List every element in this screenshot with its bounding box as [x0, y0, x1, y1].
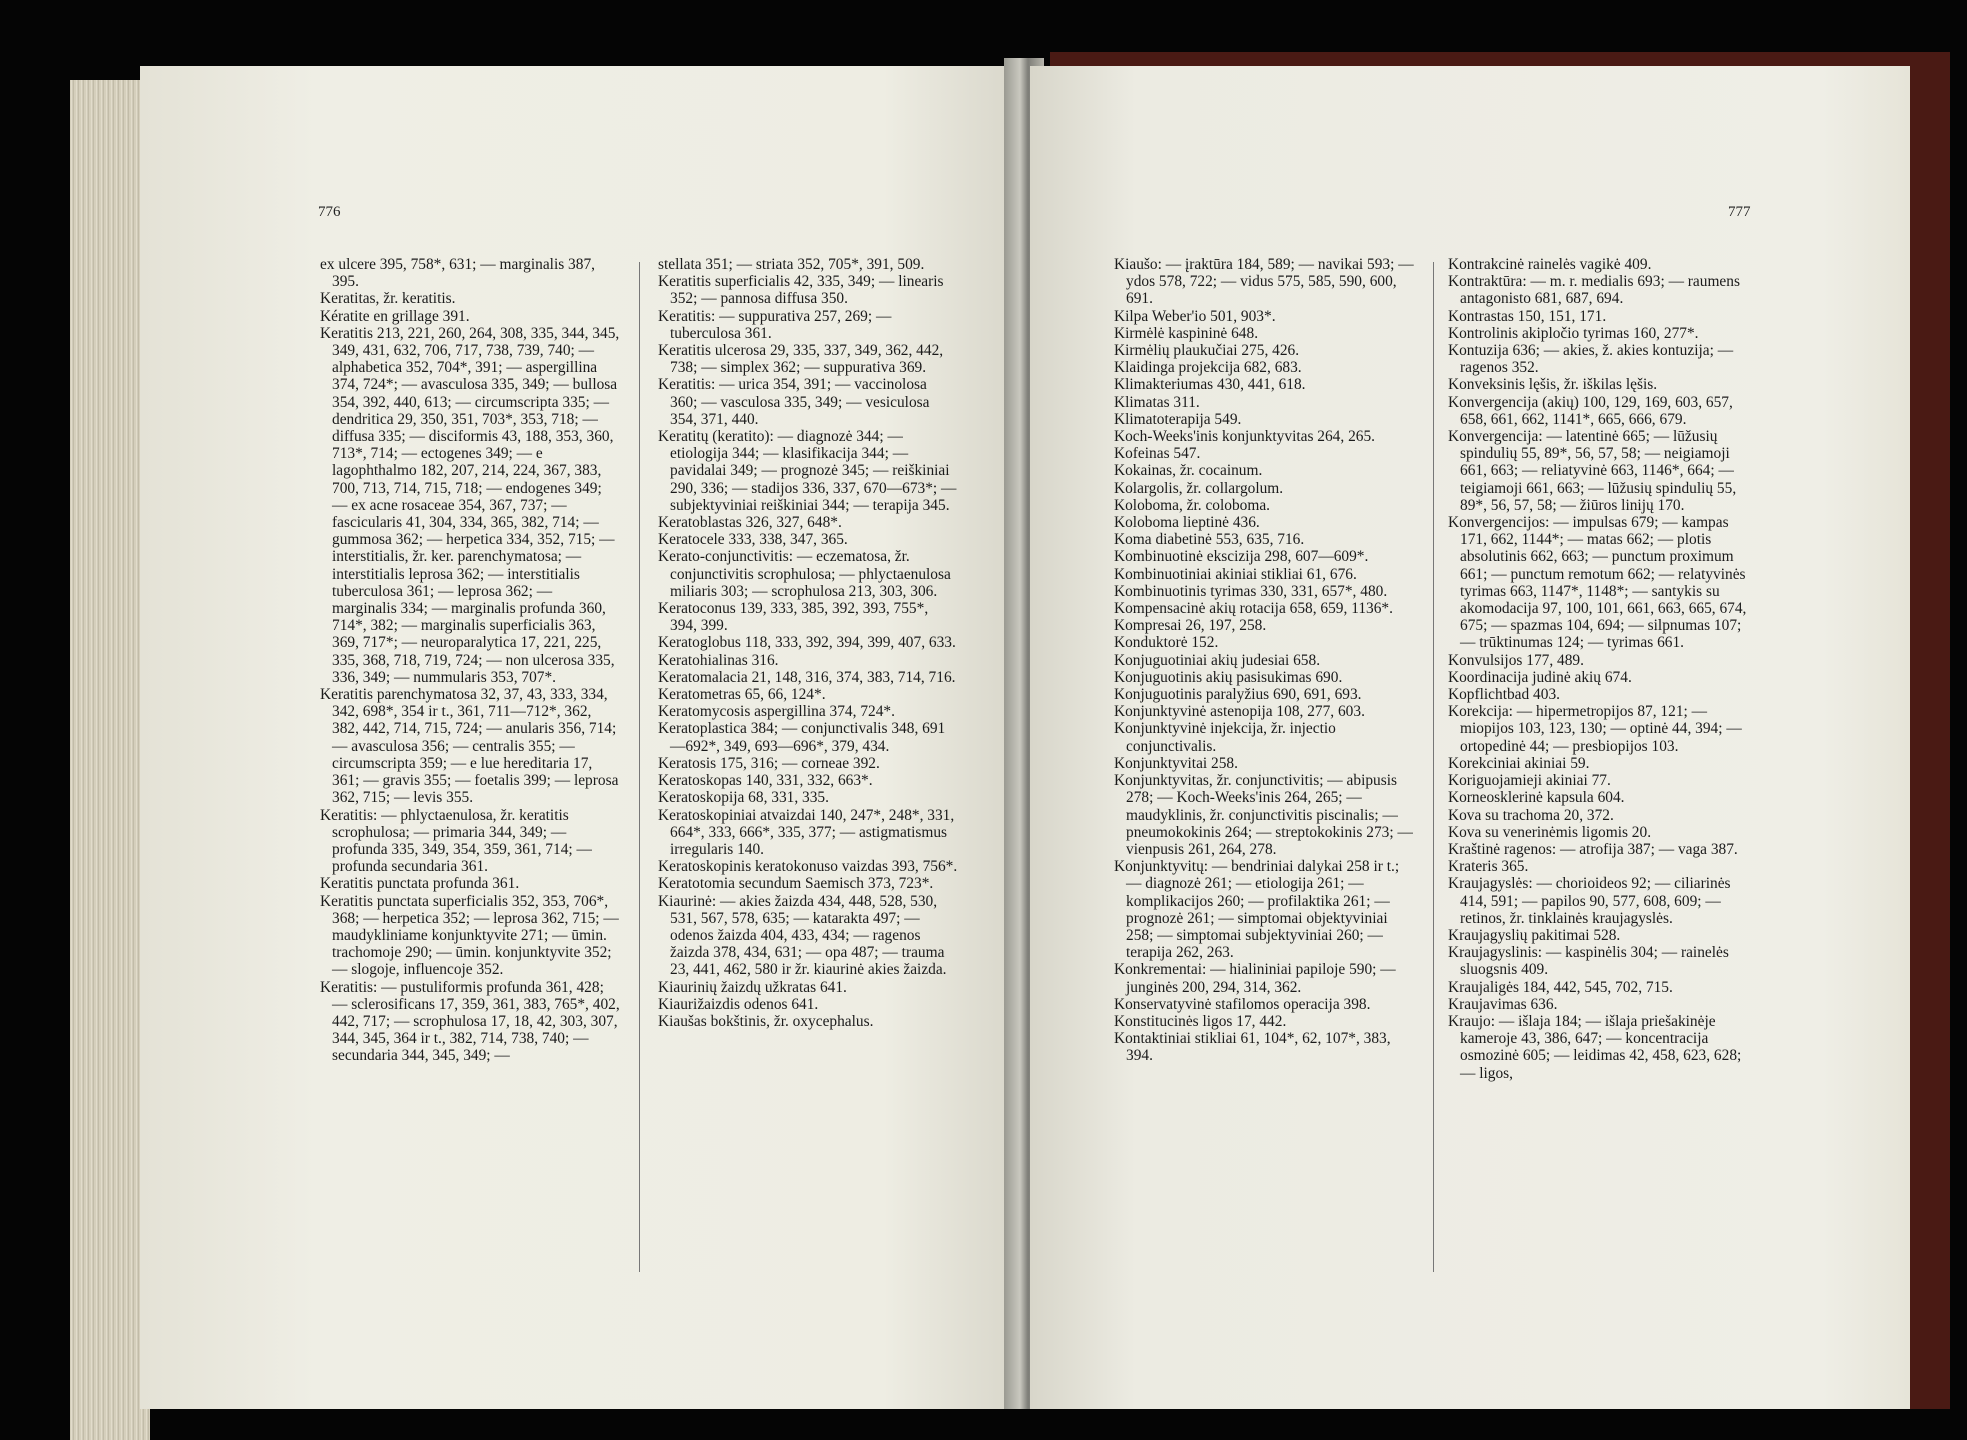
index-entry: Klimatas 311. [1114, 393, 1200, 411]
index-entry: Koriguojamieji akiniai 77. [1448, 772, 1611, 790]
index-entry: Kraujo: — išlaja 184; — išlaja priešakinėje kameroje 43, 386, 647; — koncentracija osmozinė 605; — leidimas 42, 458, 623, 628; — ligos, [1448, 1012, 1742, 1082]
right-page [1030, 66, 1910, 1409]
index-entry: Keratoblastas 326, 327, 648*. [658, 514, 842, 532]
index-entry: Kraujagyslių pakitimai 528. [1448, 926, 1621, 944]
index-entry: Korekcija: — hipermetropijos 87, 121; — miopijos 103, 123, 130; — optinė 44, 394; — ortopedinė 44; — presbiopijos 103. [1448, 703, 1742, 755]
index-entry: Koch-Weeks'inis konjunktyvitas 264, 265. [1114, 428, 1376, 446]
index-entry: Keratitis: — pustuliformis profunda 361, 428; — sclerosificans 17, 359, 361, 383, 765*, 402, 442, 717; — scrophulosa 17, 18, 42, 303, 307, 344, 345, 364 ir t., 382, 714, 738, 740; — secundaria 344, 345, 349; — [320, 978, 620, 1065]
index-entry: Keratometras 65, 66, 124*. [658, 686, 826, 704]
index-entry: Kraujaligės 184, 442, 545, 702, 715. [1448, 978, 1673, 996]
index-entry: Kova su venerinėmis ligomis 20. [1448, 823, 1652, 841]
index-entry: Klimakteriumas 430, 441, 618. [1114, 376, 1306, 394]
index-entry: Koma diabetinė 553, 635, 716. [1114, 531, 1305, 549]
index-entry: Keratohialinas 316. [658, 651, 779, 669]
index-entry: Kraujagyslės: — chorioideos 92; — ciliarinės 414, 591; — papilos 90, 577, 608, 609; — retinos, žr. tinklainės kraujagyslės. [1448, 875, 1731, 927]
index-entry: Keratitas, žr. keratitis. [320, 290, 456, 308]
index-entry: Kopflichtbad 403. [1448, 686, 1560, 704]
index-entry: Konjunktyvitai 258. [1114, 754, 1238, 772]
left-page-number: 776 [318, 204, 341, 220]
index-entry: Koordinacija judinė akių 674. [1448, 668, 1632, 686]
index-entry: stellata 351; — striata 352, 705*, 391, 509. [658, 256, 925, 273]
index-entry: Kilpa Weber'io 501, 903*. [1114, 307, 1276, 325]
index-entry: Kofeinas 547. [1114, 445, 1201, 463]
index-entry: Konduktorė 152. [1114, 634, 1219, 652]
index-entry: Konvergencija (akių) 100, 129, 169, 603, 657, 658, 661, 662, 1141*, 665, 666, 679. [1448, 393, 1733, 428]
index-entry: Kontrolinis akipločio tyrimas 160, 277*. [1448, 324, 1699, 342]
left-column-1 [320, 256, 620, 1065]
index-entry: Konjunktyvitų: — bendriniai dalykai 258 ir t.; — diagnozė 261; — etiologija 261; — komplikacijos 260; — profilaktika 261; — prognozė 261; — simptomai objektyviniai 258; — simptomai subjektyviniai 260; — terapija 262, 263. [1114, 858, 1400, 962]
index-entry: Keratosis 175, 316; — corneae 392. [658, 754, 880, 772]
index-entry: Konvergencija: — latentinė 665; — lūžusių spindulių 55, 89*, 56, 57, 58; — neigiamoji 661, 663; — reliatyvinė 663, 1146*, 664; — teigiamoji 661, 663; — lūžusių spindulių 55, 89*, 56, 57, 58; — žiūros linijų 170. [1448, 428, 1737, 514]
page-stack-edge [70, 80, 150, 1440]
index-entry: Kova su trachoma 20, 372. [1448, 806, 1614, 824]
index-entry: Konjuguotinis akių pasisukimas 690. [1114, 668, 1343, 686]
index-entry: Kompensacinė akių rotacija 658, 659, 1136*. [1114, 600, 1393, 618]
index-entry: Krateris 365. [1448, 858, 1529, 876]
index-entry: Kiaurižaizdis odenos 641. [658, 995, 819, 1013]
index-entry: Keratoplastica 384; — conjunctivalis 348, 691—692*, 349, 693—696*, 379, 434. [658, 720, 946, 755]
index-entry: Kraštinė ragenos: — atrofija 387; — vaga 387. [1448, 840, 1738, 858]
index-entry: Keratitis 213, 221, 260, 264, 308, 335, 344, 345, 349, 431, 632, 706, 717, 738, 739, 740; — alphabetica 352, 704*, 391; — aspergillina 374, 724*; — avasculosa 335, 349; — bullosa 354, 392, 440, 613; — circumscripta 335; — dendritica 29, 350, 351, 703*, 353, 718; — diffusa 335; — disciformis 43, 188, 353, 360, 713*, 714; — ectogenes 349; — e lagophthalmo 182, 207, 214, 224, 367, 383, 700, 713, 714, 715, 718; — endogenes 349; — ex acne rosaceae 354, 367, 737; — fascicularis 41, 304, 334, 365, 382, 714; — gummosa 362; — herpetica 334, 352, 715; — interstitialis, žr. ker. parenchymatosa; — interstitialis leprosa 362; — interstitialis tuberculosa 361; — leprosa 362; — marginalis 334; — marginalis profunda 360, 714*, 382; — marginalis superficialis 363, 369, 717*; — neuroparalytica 17, 221, 225, 335, 368, 718, 719, 724; — non ulcerosa 335, 336, 349; — nummularis 353, 707*. [320, 324, 620, 686]
index-entry: Keratitis punctata profunda 361. [320, 875, 520, 893]
index-entry: Keratoskopiniai atvaizdai 140, 247*, 248*, 331, 664*, 333, 666*, 335, 377; — astigmatismus irregularis 140. [658, 806, 955, 858]
index-entry: Koloboma, žr. coloboma. [1114, 496, 1271, 514]
index-entry: Konjuguotinis paralyžius 690, 691, 693. [1114, 686, 1362, 704]
column-rule [639, 262, 640, 1272]
index-entry: Konveksinis lęšis, žr. iškilas lęšis. [1448, 376, 1658, 394]
index-entry: Keratitis: — urica 354, 391; — vaccinolosa 360; — vasculosa 335, 349; — vesiculosa 354, 371, 440. [658, 376, 930, 428]
index-entry: Kératite en grillage 391. [320, 307, 470, 325]
index-entry: Keratomycosis aspergillina 374, 724*. [658, 703, 895, 721]
index-entry: Kerato-conjunctivitis: — eczematosa, žr. conjunctivitis scrophulosa; — phlyctaenulosa miliaris 303; — scrophulosa 213, 303, 306. [658, 548, 951, 600]
index-entry: Kombinuotiniai akiniai stikliai 61, 676. [1114, 565, 1357, 583]
index-entry: Kolargolis, žr. collargolum. [1114, 479, 1284, 497]
index-entry: Konjunktyvinė astenopija 108, 277, 603. [1114, 703, 1365, 721]
index-entry: Kontraktūra: — m. r. medialis 693; — raumens antagonisto 681, 687, 694. [1448, 273, 1740, 308]
index-entry: Keratitis: — suppurativa 257, 269; — tuberculosa 361. [658, 307, 892, 342]
index-entry: Kombinuotinis tyrimas 330, 331, 657*, 480. [1114, 582, 1388, 600]
index-entry: Keratitis superficialis 42, 335, 349; — linearis 352; — pannosa diffusa 350. [658, 273, 944, 308]
index-entry: Keratitis ulcerosa 29, 335, 337, 349, 362, 442, 738; — simplex 362; — suppurativa 369. [658, 342, 944, 377]
index-entry: Kirmėlių plaukučiai 275, 426. [1114, 342, 1300, 360]
index-entry: Kontrakcinė rainelės vagikė 409. [1448, 256, 1652, 273]
index-entry: Klimatoterapija 549. [1114, 410, 1242, 428]
index-entry: Kraujavimas 636. [1448, 995, 1558, 1013]
index-entry: Keratoskopija 68, 331, 335. [658, 789, 829, 807]
index-entry: ex ulcere 395, 758*, 631; — marginalis 387, 395. [320, 256, 595, 291]
index-entry: Kontuzija 636; — akies, ž. akies kontuzija; — ragenos 352. [1448, 342, 1734, 377]
index-entry: Kokainas, žr. cocainum. [1114, 462, 1263, 480]
index-entry: Koloboma lieptinė 436. [1114, 514, 1260, 532]
index-entry: Kombinuotinė ekscizija 298, 607—609*. [1114, 548, 1369, 566]
index-entry: Kiaušas bokštinis, žr. oxycephalus. [658, 1012, 874, 1030]
index-entry: Kirmėlė kaspininė 648. [1114, 324, 1259, 342]
index-entry: Keratitis: — phlyctaenulosa, žr. keratitis scrophulosa; — primaria 344, 349; — profunda 335, 349, 354, 359, 361, 714; — profunda secundaria 361. [320, 806, 592, 876]
index-entry: Keratitis parenchymatosa 32, 37, 43, 333, 334, 342, 698*, 354 ir t., 361, 711—712*, 362, 382, 442, 714, 715, 724; — anularis 356, 714; — avasculosa 356; — centralis 355; — circumscripta 359; — e lue hereditaria 17, 361; — gravis 355; — foetalis 399; — leprosa 362, 715; — levis 355. [320, 686, 619, 807]
index-entry: Konstitucinės ligos 17, 442. [1114, 1012, 1287, 1030]
index-entry: Korneosklerinė kapsula 604. [1448, 789, 1625, 807]
index-entry: Kontaktiniai stikliai 61, 104*, 62, 107*, 383, 394. [1114, 1030, 1391, 1065]
right-column-1 [1114, 256, 1414, 1065]
left-page [140, 66, 1015, 1409]
index-entry: Konjuguotiniai akių judesiai 658. [1114, 651, 1321, 669]
index-entry: Keratomalacia 21, 148, 316, 374, 383, 714, 716. [658, 668, 956, 686]
index-entry: Korekciniai akiniai 59. [1448, 754, 1590, 772]
index-entry: Keratoskopas 140, 331, 332, 663*. [658, 772, 873, 790]
index-entry: Konjunktyvitas, žr. conjunctivitis; — abipusis 278; — Koch-Weeks'inis 264, 265; — maudyklinis, žr. conjunctivitis piscinalis; — pneumokokinis 264; — streptokokinis 273; — vienpusis 261, 264, 278. [1114, 772, 1413, 858]
index-entry: Konvulsijos 177, 489. [1448, 651, 1584, 669]
index-entry: Konservatyvinė stafilomos operacija 398. [1114, 995, 1371, 1013]
right-column-2 [1448, 256, 1748, 1082]
index-entry: Kompresai 26, 197, 258. [1114, 617, 1267, 635]
index-entry: Konkrementai: — hialininiai papiloje 590; — junginės 200, 294, 314, 362. [1114, 961, 1396, 996]
index-entry: Keratotomia secundum Saemisch 373, 723*. [658, 875, 934, 893]
index-entry: Kiaušo: — įraktūra 184, 589; — navikai 593; — ydos 578, 722; — vidus 575, 585, 590, 600, 691. [1114, 256, 1414, 308]
index-entry: Kraujagyslinis: — kaspinėlis 304; — rainelės sluogsnis 409. [1448, 944, 1729, 979]
index-entry: Keratitis punctata superficialis 352, 353, 706*, 368; — herpetica 352; — leprosa 362, 715; — maudykliniame konjunktyvite 271; — ūmin. trachomoje 290; — ūmin. konjunktyvite 352; — slogoje, influencoje 352. [320, 892, 619, 979]
index-entry: Keratocele 333, 338, 347, 365. [658, 531, 848, 549]
column-rule [1433, 262, 1434, 1272]
index-entry: Kontrastas 150, 151, 171. [1448, 307, 1607, 325]
index-entry: Klaidinga projekcija 682, 683. [1114, 359, 1302, 377]
index-entry: Kiaurinė: — akies žaizda 434, 448, 528, 530, 531, 567, 578, 635; — katarakta 497; — odenos žaizda 404, 433, 434; — ragenos žaizda 378, 434, 631; — opa 487; — trauma 23, 441, 462, 580 ir žr. kiaurinė akies žaizda. [658, 892, 947, 979]
index-entry: Keratoconus 139, 333, 385, 392, 393, 755*, 394, 399. [658, 600, 929, 635]
index-entry: Keratoskopinis keratokonuso vaizdas 393, 756*. [658, 858, 958, 876]
index-entry: Konjunktyvinė injekcija, žr. injectio conjunctivalis. [1114, 720, 1336, 755]
index-entry: Kiaurinių žaizdų užkratas 641. [658, 978, 847, 996]
index-entry: Keratoglobus 118, 333, 392, 394, 399, 407, 633. [658, 634, 956, 652]
index-entry: Keratitų (keratito): — diagnozė 344; — etiologija 344; — klasifikacija 344; — pavidalai 349; — prognozė 345; — reiškiniai 290, 336; — stadijos 336, 337, 670—673*; — subjektyviniai reiškiniai 344; — terapija 345. [658, 428, 957, 514]
right-page-number: 777 [1728, 204, 1751, 220]
left-column-2 [658, 256, 958, 1030]
index-entry: Konvergencijos: — impulsas 679; — kampas 171, 662, 1144*; — matas 662; — plotis absolutinis 662, 663; — punctum proximum 661; — punctum remotum 662; — relatyvinės tyrimas 663, 1147*, 1148*; — santykis su akomodacija 97, 100, 101, 661, 663, 665, 674, 675; — spazmas 104, 694; — silpnumas 107; — trūktinumas 124; — tyrimas 661. [1448, 514, 1747, 652]
